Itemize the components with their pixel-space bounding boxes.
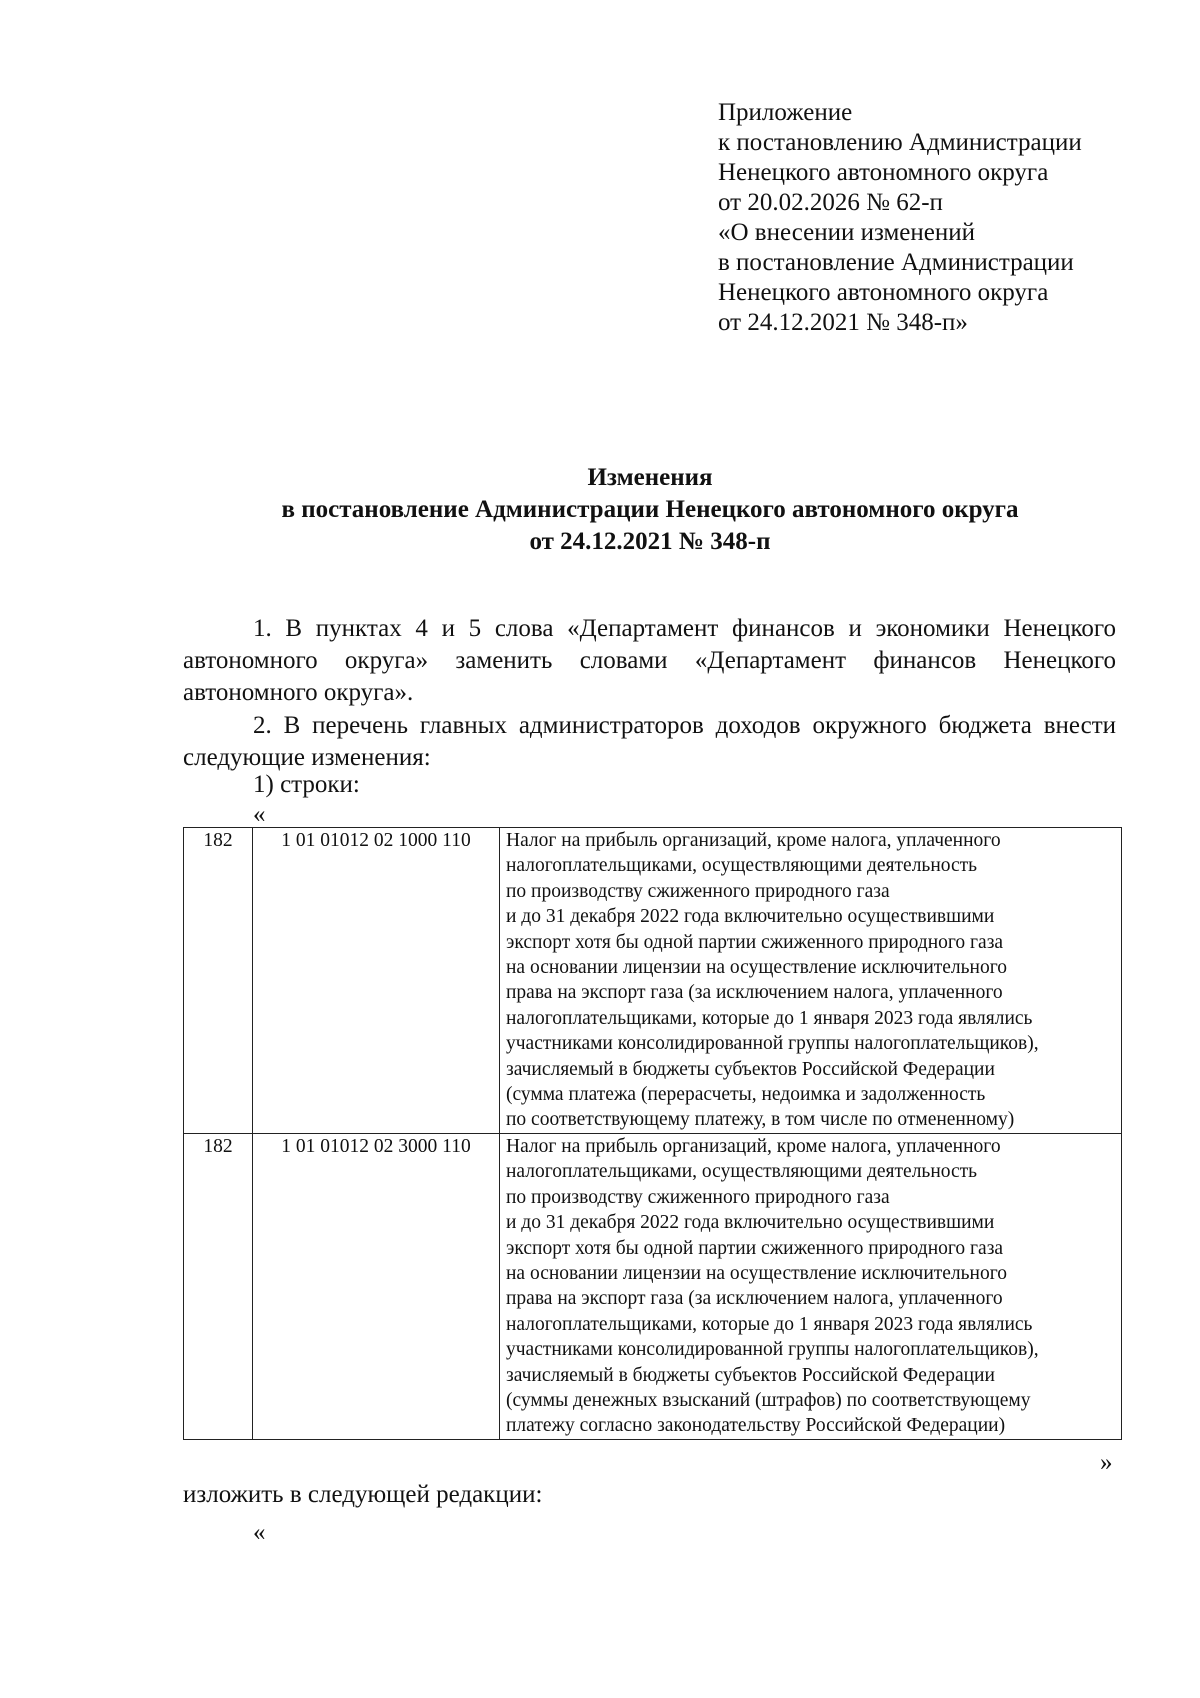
open-quote: « — [253, 801, 266, 828]
admin-code-cell: 182 — [184, 828, 253, 1134]
cell-line: права на экспорт газа (за исключением налога, уплаченного — [506, 982, 1003, 1004]
open-quote-2: « — [253, 1519, 266, 1546]
revenue-name-cell — [500, 1133, 1122, 1439]
cell-line: по соответствующему платежу, в том числе по отмененному) — [506, 1109, 1015, 1131]
appendix-line: Ненецкого автономного округа — [718, 279, 1049, 306]
cell-line: экспорт хотя бы одной партии сжиженного природного газа — [506, 931, 1004, 953]
cell-line: экспорт хотя бы одной партии сжиженного природного газа — [506, 1237, 1004, 1259]
table-row — [184, 1133, 1122, 1439]
paragraph-1: 1. В пунктах 4 и 5 слова «Департамент финансов и экономики Ненецкого автономного округа» заменить словами «Департамент финансов Ненецкого автономного округа». — [183, 615, 1116, 706]
cell-line: платежу согласно законодательству Российской Федерации) — [506, 1415, 1006, 1437]
subitem-label: 1) строки: — [253, 771, 360, 798]
title-line-1: Изменения — [587, 464, 713, 491]
replacement-intro: изложить в следующей редакции: — [183, 1481, 543, 1508]
appendix-line: Приложение — [718, 99, 853, 126]
cell-line: зачисляемый в бюджеты субъектов Российской Федерации — [506, 1364, 995, 1386]
appendix-line: в постановление Администрации — [718, 249, 1074, 276]
document-title — [160, 462, 1140, 558]
cell-line: на основании лицензии на осуществление исключительного — [506, 957, 1008, 979]
cell-line: налогоплательщиками, осуществляющими деятельность — [506, 1161, 978, 1183]
budget-code-cell: 1 01 01012 02 1000 110 — [253, 828, 500, 1134]
appendix-line: от 20.02.2026 № 62-п — [718, 189, 943, 216]
appendix-line: Ненецкого автономного округа — [718, 159, 1049, 186]
revenue-name-cell — [500, 828, 1122, 1134]
paragraph-2: 2. В перечень главных администраторов доходов окружного бюджета внести следующие изменения: — [183, 712, 1116, 771]
cell-line: налогоплательщиками, которые до 1 января 2023 года являлись — [506, 1007, 1033, 1029]
cell-line: (суммы денежных взысканий (штрафов) по соответствующему — [506, 1389, 1031, 1411]
cell-line: по производству сжиженного природного газа — [506, 1186, 890, 1208]
appendix-block — [718, 98, 1082, 338]
admin-code-cell: 182 — [184, 1133, 253, 1439]
cell-line: Налог на прибыль организаций, кроме налога, уплаченного — [506, 1135, 1001, 1157]
cell-line: Налог на прибыль организаций, кроме налога, уплаченного — [506, 830, 1001, 851]
cell-line: налогоплательщиками, осуществляющими деятельность — [506, 855, 978, 877]
appendix-line: от 24.12.2021 № 348-п» — [718, 309, 968, 336]
appendix-line: «О внесении изменений — [718, 219, 976, 246]
cell-line: налогоплательщиками, которые до 1 января 2023 года являлись — [506, 1313, 1033, 1335]
title-line-3: от 24.12.2021 № 348-п — [529, 528, 771, 555]
cell-line: зачисляемый в бюджеты субъектов Российской Федерации — [506, 1058, 995, 1080]
cell-line: (сумма платежа (перерасчеты, недоимка и задолженность — [506, 1084, 986, 1106]
cell-line: и до 31 декабря 2022 года включительно осуществившими — [506, 906, 995, 928]
table-row — [184, 828, 1122, 1134]
budget-code-cell: 1 01 01012 02 3000 110 — [253, 1133, 500, 1439]
title-line-2: в постановление Администрации Ненецкого автономного округа — [281, 496, 1019, 523]
appendix-line: к постановлению Администрации — [718, 129, 1082, 156]
cell-line: по производству сжиженного природного газа — [506, 880, 890, 902]
revenue-table — [183, 827, 1122, 1440]
cell-line: на основании лицензии на осуществление исключительного — [506, 1262, 1008, 1284]
cell-line: права на экспорт газа (за исключением налога, уплаченного — [506, 1288, 1003, 1310]
cell-line: и до 31 декабря 2022 года включительно осуществившими — [506, 1212, 995, 1234]
cell-line: участниками консолидированной группы налогоплательщиков), — [506, 1339, 1039, 1361]
close-quote: » — [1100, 1449, 1113, 1476]
cell-line: участниками консолидированной группы налогоплательщиков), — [506, 1033, 1039, 1055]
